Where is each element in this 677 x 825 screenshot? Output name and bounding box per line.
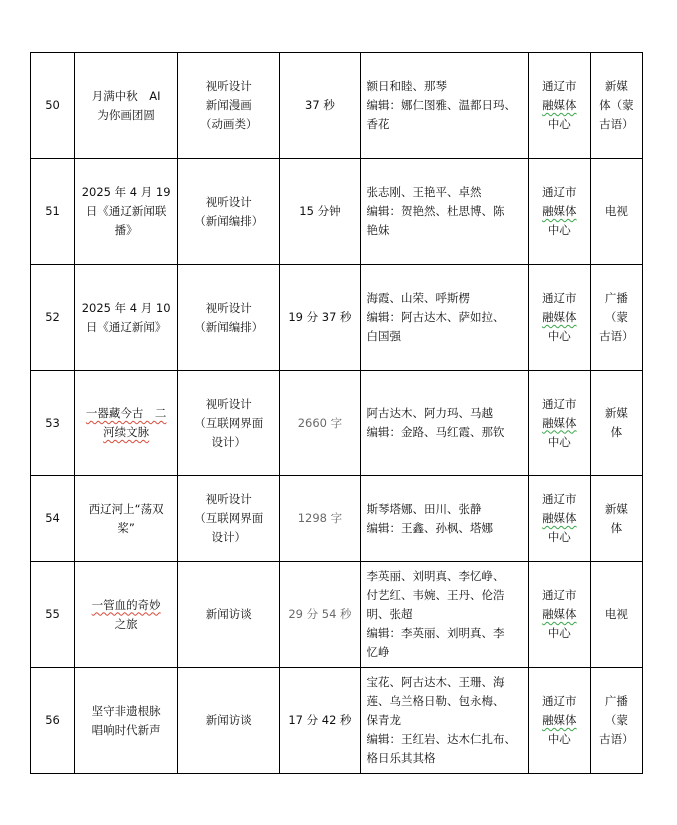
entry-category: 新闻访谈 xyxy=(178,562,280,668)
table-row xyxy=(31,562,643,668)
table-row xyxy=(31,476,643,562)
entry-title: 2025 年 4 月 10 日《通辽新闻》 xyxy=(75,265,178,371)
entry-category: 视听设计 新闻漫画 （动画类） xyxy=(178,53,280,159)
entry-title: 一管血的奇妙 之旅 xyxy=(75,562,178,668)
entry-number: 55 xyxy=(31,562,75,668)
table-row xyxy=(31,53,643,159)
entry-number: 50 xyxy=(31,53,75,159)
entry-category: 新闻访谈 xyxy=(178,668,280,774)
entry-unit: 通辽市 融媒体 中心 xyxy=(528,265,590,371)
entry-length: 29 分 54 秒 xyxy=(280,562,360,668)
entry-length: 1298 字 xyxy=(280,476,360,562)
table-row xyxy=(31,159,643,265)
entry-number: 51 xyxy=(31,159,75,265)
entry-unit: 通辽市 融媒体 中心 xyxy=(528,668,590,774)
entry-length: 37 秒 xyxy=(280,53,360,159)
table-row xyxy=(31,265,643,371)
entry-title: 一器藏今古 二 河续文脉 xyxy=(75,371,178,476)
entry-title: 西辽河上“荡双 桨” xyxy=(75,476,178,562)
entry-length: 17 分 42 秒 xyxy=(280,668,360,774)
entry-number: 53 xyxy=(31,371,75,476)
entry-number: 52 xyxy=(31,265,75,371)
table-body xyxy=(31,53,643,774)
entry-category: 视听设计 （互联网界面 设计） xyxy=(178,476,280,562)
entry-length: 2660 字 xyxy=(280,371,360,476)
entry-creators: 海霞、山荣、呼斯楞 编辑：阿古达木、萨如拉、 白国强 xyxy=(360,265,528,371)
entry-category: 视听设计 （新闻编排） xyxy=(178,159,280,265)
entry-unit: 通辽市 融媒体 中心 xyxy=(528,159,590,265)
table-row xyxy=(31,371,643,476)
entry-category: 视听设计 （新闻编排） xyxy=(178,265,280,371)
entry-media: 广播 （蒙 古语） xyxy=(590,668,642,774)
entry-media: 电视 xyxy=(590,159,642,265)
entry-creators: 额日和睦、那琴 编辑：娜仁图雅、温都日玛、 香花 xyxy=(360,53,528,159)
entry-number: 56 xyxy=(31,668,75,774)
entry-media: 广播 （蒙 古语） xyxy=(590,265,642,371)
entry-title: 2025 年 4 月 19 日《通辽新闻联 播》 xyxy=(75,159,178,265)
entry-length: 19 分 37 秒 xyxy=(280,265,360,371)
entry-length: 15 分钟 xyxy=(280,159,360,265)
entry-unit: 通辽市 融媒体 中心 xyxy=(528,371,590,476)
entry-media: 新媒 体（蒙 古语） xyxy=(590,53,642,159)
table-row xyxy=(31,668,643,774)
entry-unit: 通辽市 融媒体 中心 xyxy=(528,562,590,668)
entry-category: 视听设计 （互联网界面 设计） xyxy=(178,371,280,476)
entry-media: 新媒 体 xyxy=(590,371,642,476)
entry-creators: 李英丽、刘明真、李忆峥、 付艺红、韦婉、王丹、伦浩 明、张超 编辑：李英丽、刘明真、李 忆峥 xyxy=(360,562,528,668)
entry-number: 54 xyxy=(31,476,75,562)
entry-creators: 阿古达木、阿力玛、马越 编辑：金路、马红霞、那钦 xyxy=(360,371,528,476)
entry-creators: 斯琴塔娜、田川、张静 编辑：王鑫、孙枫、塔娜 xyxy=(360,476,528,562)
entry-unit: 通辽市 融媒体 中心 xyxy=(528,476,590,562)
entry-media: 电视 xyxy=(590,562,642,668)
entry-title: 坚守非遗根脉 唱响时代新声 xyxy=(75,668,178,774)
entry-creators: 宝花、阿古达木、王珊、海 莲、乌兰格日勒、包永梅、 保青龙 编辑：王红岩、达木仁扎布、 格日乐其其格 xyxy=(360,668,528,774)
entry-unit: 通辽市 融媒体 中心 xyxy=(528,53,590,159)
entry-media: 新媒 体 xyxy=(590,476,642,562)
entry-creators: 张志刚、王艳平、卓然 编辑：贺艳然、杜思博、陈 艳妹 xyxy=(360,159,528,265)
entry-title: 月满中秋 AI 为你画团圆 xyxy=(75,53,178,159)
entries-table xyxy=(30,52,643,774)
